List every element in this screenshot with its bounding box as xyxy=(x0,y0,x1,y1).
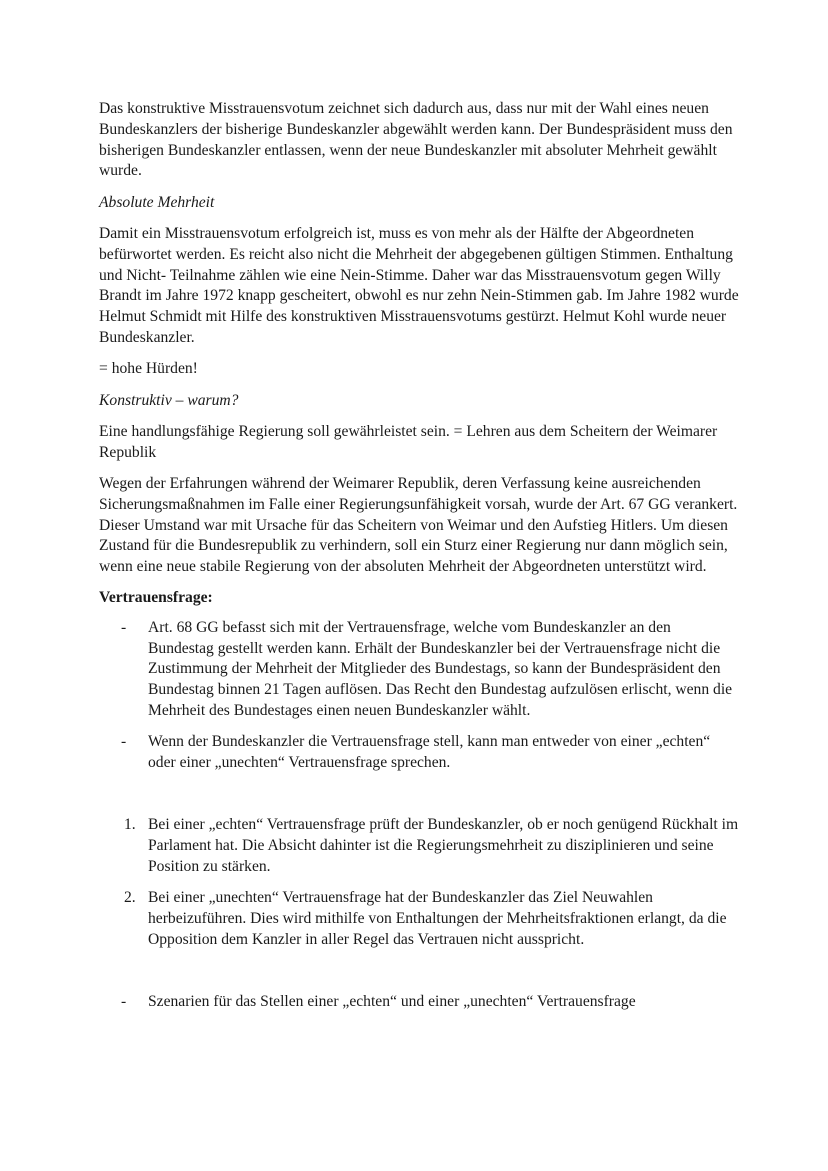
paragraph-absolute-mehrheit: Damit ein Misstrauensvotum erfolgreich ist, muss es von mehr als der Hälfte der Abgeordneten befürwortet werden. Es reicht also nicht die Mehrheit der abgegebenen gültigen Stimmen. Enthaltung und Nicht- Teilnahme zählen wie eine Nein-Stimme. Daher war das Misstrauensvotum gegen Willy Brandt im Jahre 1972 knapp gescheitert, obwohl es nur zehn Nein-Stimmen gab. Im Jahre 1982 wurde Helmut Schmidt mit Hilfe des konstruktiven Misstrauensvotums gestürzt. Helmut Kohl wurde neuer Bundeskanzler. xyxy=(99,224,739,346)
heading-vertrauensfrage: Vertrauensfrage: xyxy=(99,589,213,607)
bullet-marker: - xyxy=(121,993,127,1011)
bullet-marker: - xyxy=(121,618,127,636)
heading-konstruktiv-warum: Konstruktiv – warum? xyxy=(99,391,239,409)
list-item xyxy=(99,992,739,1013)
number-marker: 2. xyxy=(124,889,136,907)
spacer xyxy=(99,784,739,815)
list-item-text: Szenarien für das Stellen einer „echten“ und einer „unechten“ Vertrauensfrage xyxy=(148,993,636,1011)
list-item-text: Bei einer „echten“ Vertrauensfrage prüft der Bundeskanzler, ob er noch genügend Rückhalt im Parlament hat. Die Absicht dahinter ist die Regierungsmehrheit zu disziplinieren und seine Position zu stärken. xyxy=(148,816,739,875)
list-item-text: Wenn der Bundeskanzler die Vertrauensfrage stell, kann man entweder von einer „echten“ oder einer „unechten“ Vertrauensfrage sprechen. xyxy=(148,733,711,772)
list-item-text: Art. 68 GG befasst sich mit der Vertrauensfrage, welche vom Bundeskanzler an den Bundestag gestellt werden kann. Erhält der Bundeskanzler bei der Vertrauensfrage nicht die Zustimmung der Mehrheit der Mitglieder des Bundestags, so kann der Bundespräsident den Bundestag binnen 21 Tagen auflösen. Das Recht den Bundestag aufzulösen erlischt, wenn die Mehrheit des Bundestages einen neuen Bundeskanzler wählt. xyxy=(148,618,733,719)
document-page xyxy=(99,99,739,1023)
list-item-text: Bei einer „unechten“ Vertrauensfrage hat der Bundeskanzler das Ziel Neuwahlen herbeizuführen. Dies wird mithilfe von Enthaltungen der Mehrheitsfraktionen erlangt, da die Opposition dem Kanzler in aller Regel das Vertrauen nicht ausspricht. xyxy=(148,889,727,948)
paragraph-weimarer-republik: Wegen der Erfahrungen während der Weimarer Republik, deren Verfassung keine ausreichenden Sicherungsmaßnahmen im Falle einer Regierungsunfähigkeit vorsah, wurde der Art. 67 GG verankert. Dieser Umstand war mit Ursache für das Scheitern von Weimar und den Aufstieg Hitlers. Um diesen Zustand für die Bundesrepublik zu verhindern, soll ein Sturz einer Regierung nur dann möglich sein, wenn eine neue stabile Regierung von der absoluten Mehrheit der Abgeordneten unterstützt wird. xyxy=(99,474,738,576)
list-item xyxy=(99,815,739,877)
paragraph-hohe-huerden: = hohe Hürden! xyxy=(99,360,198,378)
list-item xyxy=(99,618,739,722)
spacer xyxy=(99,961,739,992)
paragraph-konstruktives-misstrauensvotum: Das konstruktive Misstrauensvotum zeichnet sich dadurch aus, dass nur mit der Wahl eines neuen Bundeskanzlers der bisherige Bundeskanzler abgewählt werden kann. Der Bundespräsident muss den bisherigen Bundeskanzler entlassen, wenn der neue Bundeskanzler mit absoluter Mehrheit gewählt wurde. xyxy=(99,100,733,180)
heading-absolute-mehrheit: Absolute Mehrheit xyxy=(99,193,215,211)
bullet-marker: - xyxy=(121,733,127,751)
numbered-list-vertrauensfrage-arten xyxy=(99,815,739,950)
bullet-list-szenarien xyxy=(99,992,739,1013)
paragraph-handlungsfaehige-regierung: Eine handlungsfähige Regierung soll gewährleistet sein. = Lehren aus dem Scheitern der Weimarer Republik xyxy=(99,422,718,461)
number-marker: 1. xyxy=(124,816,136,834)
bullet-list-vertrauensfrage xyxy=(99,618,739,774)
list-item xyxy=(99,732,739,774)
list-item xyxy=(99,888,739,950)
